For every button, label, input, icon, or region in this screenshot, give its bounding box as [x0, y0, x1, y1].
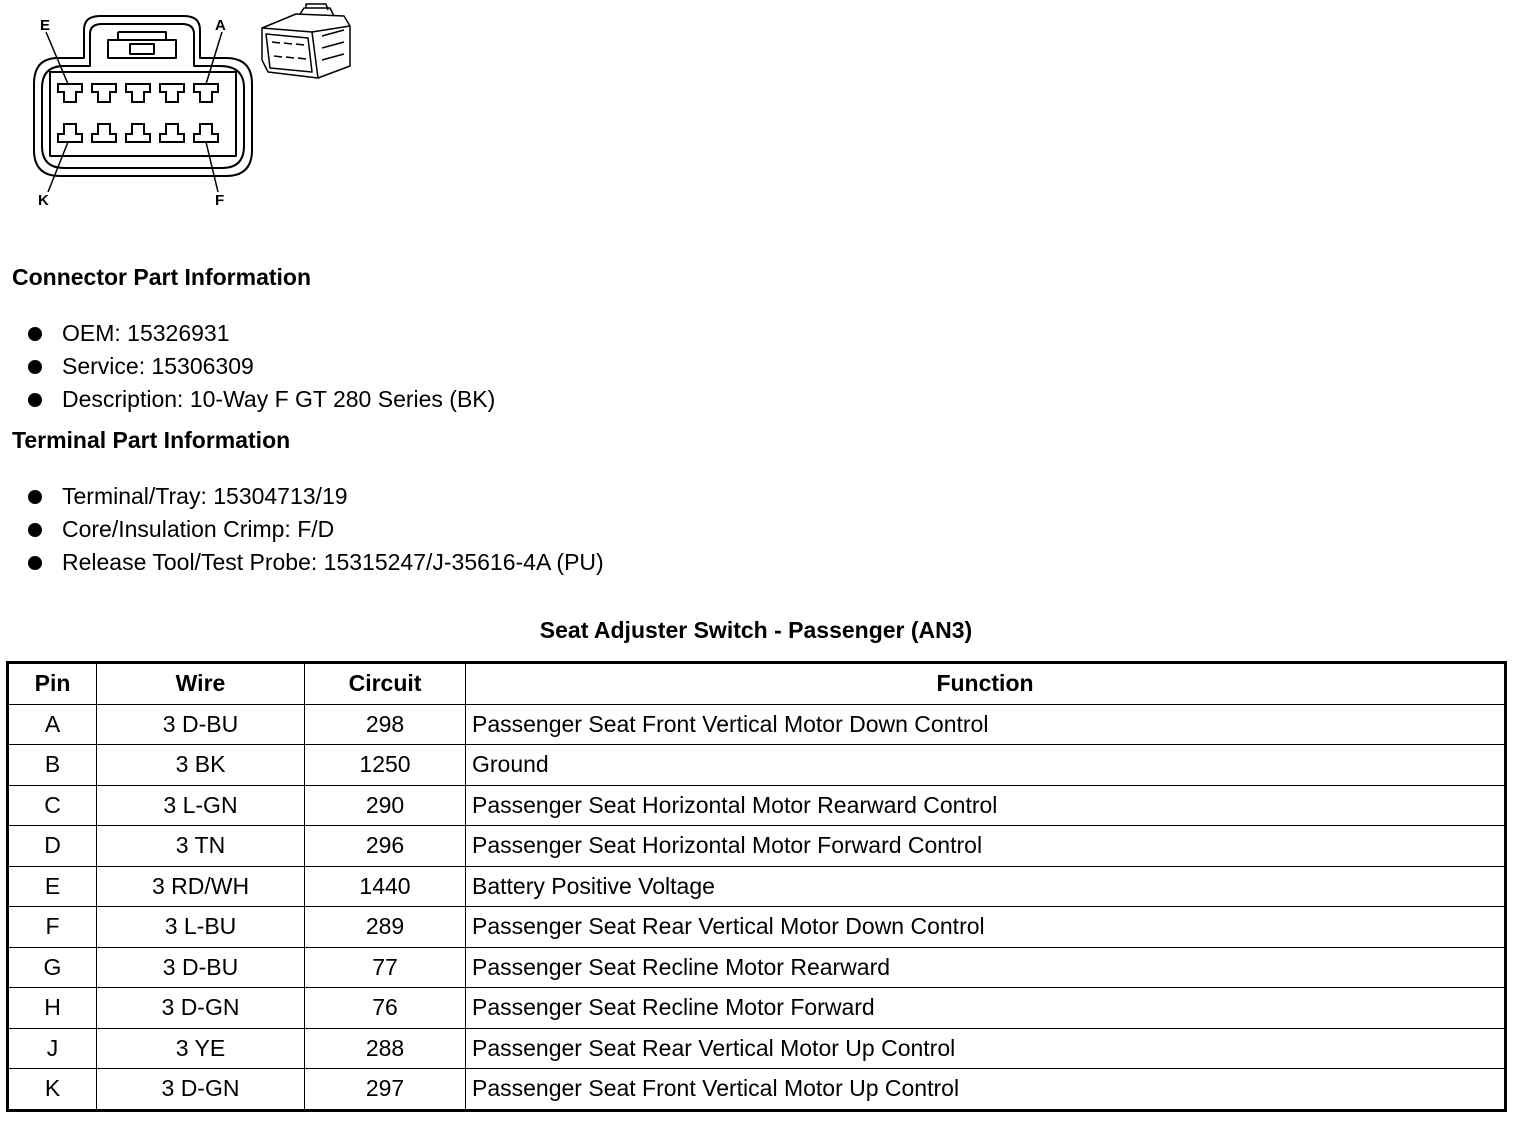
- table-row: [8, 704, 1506, 745]
- cell-circuit: 1440: [305, 866, 466, 907]
- pin-label-k: K: [38, 192, 49, 209]
- cell-function: Battery Positive Voltage: [466, 866, 1506, 907]
- cell-wire: 3 YE: [97, 1028, 305, 1069]
- cell-wire: 3 D-GN: [97, 988, 305, 1029]
- bullet-icon: [28, 523, 42, 537]
- cell-pin: E: [8, 866, 97, 907]
- table-row: [8, 907, 1506, 948]
- table-row: [8, 947, 1506, 988]
- cell-circuit: 289: [305, 907, 466, 948]
- cell-wire: 3 BK: [97, 745, 305, 786]
- cell-wire: 3 D-BU: [97, 947, 305, 988]
- cell-wire: 3 L-BU: [97, 907, 305, 948]
- terminal-cavity: [160, 124, 184, 142]
- cell-pin: A: [8, 704, 97, 745]
- cell-circuit: 290: [305, 785, 466, 826]
- list-item: [28, 317, 495, 350]
- cell-pin: K: [8, 1069, 97, 1111]
- cell-function: Passenger Seat Front Vertical Motor Down Control: [466, 704, 1506, 745]
- cell-function: Passenger Seat Recline Motor Forward: [466, 988, 1506, 1029]
- cell-wire: 3 D-BU: [97, 704, 305, 745]
- bullet-icon: [28, 360, 42, 374]
- cell-function: Passenger Seat Front Vertical Motor Up Control: [466, 1069, 1506, 1111]
- list-item: [28, 350, 495, 383]
- cell-function: Ground: [466, 745, 1506, 786]
- connector-oem: OEM: 15326931: [62, 320, 230, 346]
- cell-circuit: 288: [305, 1028, 466, 1069]
- cell-wire: 3 RD/WH: [97, 866, 305, 907]
- terminal-tray: Terminal/Tray: 15304713/19: [62, 483, 348, 509]
- terminal-cavity: [92, 84, 116, 102]
- pinout-table: [6, 661, 1507, 1112]
- cell-circuit: 76: [305, 988, 466, 1029]
- cell-pin: H: [8, 988, 97, 1029]
- header-pin: Pin: [8, 663, 97, 705]
- terminal-cavity: [160, 84, 184, 102]
- table-row: [8, 785, 1506, 826]
- connector-part-info-heading: Connector Part Information: [12, 264, 312, 290]
- cell-circuit: 77: [305, 947, 466, 988]
- connector-3d-view: [262, 4, 350, 78]
- terminal-release-tool: Release Tool/Test Probe: 15315247/J-35616-4A (PU): [62, 549, 604, 575]
- table-row: [8, 866, 1506, 907]
- cell-wire: 3 TN: [97, 826, 305, 867]
- table-caption: Seat Adjuster Switch - Passenger (AN3): [539, 617, 973, 643]
- connector-diagram: [0, 0, 380, 220]
- cell-function: Passenger Seat Rear Vertical Motor Up Control: [466, 1028, 1506, 1069]
- cell-function: Passenger Seat Horizontal Motor Rearward Control: [466, 785, 1506, 826]
- list-item: [28, 546, 604, 579]
- terminal-cavity: [194, 84, 218, 102]
- cell-function: Passenger Seat Rear Vertical Motor Down Control: [466, 907, 1506, 948]
- table-row: [8, 988, 1506, 1029]
- connector-part-info-list: [28, 317, 495, 416]
- terminal-cavity: [194, 124, 218, 142]
- cell-pin: J: [8, 1028, 97, 1069]
- cell-pin: F: [8, 907, 97, 948]
- header-function: Function: [466, 663, 1506, 705]
- header-circuit: Circuit: [305, 663, 466, 705]
- connector-description: Description: 10-Way F GT 280 Series (BK): [62, 386, 496, 412]
- cell-function: Passenger Seat Recline Motor Rearward: [466, 947, 1506, 988]
- table-header-row: [8, 663, 1506, 705]
- cell-circuit: 1250: [305, 745, 466, 786]
- bottom-row-terminals: [58, 124, 218, 142]
- terminal-crimp: Core/Insulation Crimp: F/D: [62, 516, 335, 542]
- table-row: [8, 1028, 1506, 1069]
- cell-circuit: 298: [305, 704, 466, 745]
- cell-pin: D: [8, 826, 97, 867]
- table-row: [8, 826, 1506, 867]
- connector-service: Service: 15306309: [62, 353, 254, 379]
- terminal-cavity: [58, 84, 82, 102]
- bullet-icon: [28, 556, 42, 570]
- pin-label-e: E: [40, 17, 51, 34]
- terminal-cavity: [58, 124, 82, 142]
- header-wire: Wire: [97, 663, 305, 705]
- cell-wire: 3 D-GN: [97, 1069, 305, 1111]
- table-row: [8, 1069, 1506, 1111]
- list-item: [28, 383, 495, 416]
- top-row-terminals: [58, 84, 218, 102]
- cell-circuit: 297: [305, 1069, 466, 1111]
- list-item: [28, 480, 604, 513]
- terminal-cavity: [92, 124, 116, 142]
- cell-circuit: 296: [305, 826, 466, 867]
- bullet-icon: [28, 490, 42, 504]
- cell-function: Passenger Seat Horizontal Motor Forward Control: [466, 826, 1506, 867]
- pin-label-a: A: [215, 17, 226, 34]
- terminal-cavity: [126, 124, 150, 142]
- pin-label-f: F: [215, 192, 225, 209]
- table-row: [8, 745, 1506, 786]
- terminal-part-info-heading: Terminal Part Information: [12, 427, 291, 453]
- cell-pin: G: [8, 947, 97, 988]
- bullet-icon: [28, 327, 42, 341]
- cell-pin: B: [8, 745, 97, 786]
- cell-wire: 3 L-GN: [97, 785, 305, 826]
- cell-pin: C: [8, 785, 97, 826]
- terminal-part-info-list: [28, 480, 604, 579]
- bullet-icon: [28, 393, 42, 407]
- list-item: [28, 513, 604, 546]
- terminal-cavity: [126, 84, 150, 102]
